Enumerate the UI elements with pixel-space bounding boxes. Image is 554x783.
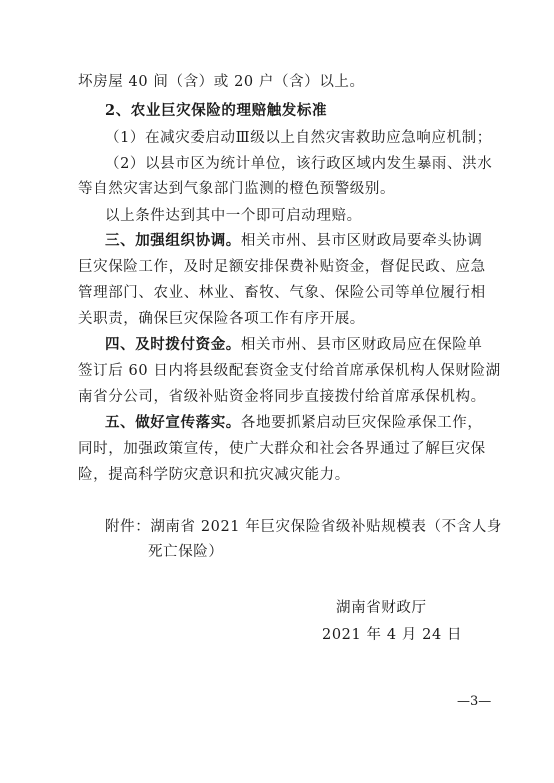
section-4-line-3: 南省分公司，省级补贴资金将同步直接拨付给首席承保机构。 [78, 389, 486, 405]
section-5-line-3: 险，提高科学防灾意识和抗灾减灾能力。 [78, 467, 350, 483]
section-3-line-2: 巨灾保险工作，及时足额安排保费补贴资金，督促民政、应急 [78, 259, 486, 275]
section-5-heading: 五、做好宣传落实。 [105, 414, 241, 431]
section-4-line-1 [105, 335, 483, 355]
section-3-heading: 三、加强组织协调。 [105, 232, 241, 249]
section-3-line-4: 关职责，确保巨灾保险各项工作有序开展。 [78, 311, 365, 327]
section-4-heading: 四、及时拨付资金。 [105, 336, 241, 353]
condition-2-line-1: （2）以县市区为统计单位，该行政区域内发生暴雨、洪水 [105, 156, 493, 172]
section-4-text: 相关市州、县市区财政局应在保险单 [240, 337, 483, 353]
section-3-line-3: 管理部门、农业、林业、畜牧、气象、保险公司等单位履行相 [78, 285, 486, 301]
attachment-line-1 [105, 517, 502, 537]
section-4-line-2: 签订后 60 日内将县级配套资金支付给首席承保机构人保财险湖 [78, 363, 501, 379]
attachment-title: 湖南省 2021 年巨灾保险省级补贴规模表（不含人身 [150, 519, 503, 535]
section-5-line-2: 同时，加强政策宣传，使广大群众和社会各界通过了解巨灾保 [78, 441, 486, 457]
section-heading: 2、农业巨灾保险的理赔触发标准 [105, 102, 328, 119]
attachment-line-2: 死亡保险） [148, 544, 224, 560]
page-number: —3— [457, 694, 492, 709]
attachment-label: 附件： [105, 519, 151, 535]
condition-1: （1）在减灾委启动Ⅲ级以上自然灾害救助应急响应机制； [105, 130, 492, 146]
section-5-text: 各地要抓紧启动巨灾保险承保工作， [240, 415, 483, 431]
section-5-line-1 [105, 413, 483, 433]
trigger-note: 以上条件达到其中一个即可启动理赔。 [105, 208, 362, 224]
condition-2-line-2: 等自然灾害达到气象部门监测的橙色预警级别。 [78, 181, 396, 197]
section-3-line-1 [105, 231, 483, 251]
paragraph-line: 坏房屋 40 间（含）或 20 户（含）以上。 [78, 74, 365, 90]
issuing-organization: 湖南省财政厅 [336, 600, 427, 616]
section-3-text: 相关市州、县市区财政局要牵头协调 [240, 233, 483, 249]
issue-date: 2021 年 4 月 24 日 [322, 627, 463, 643]
